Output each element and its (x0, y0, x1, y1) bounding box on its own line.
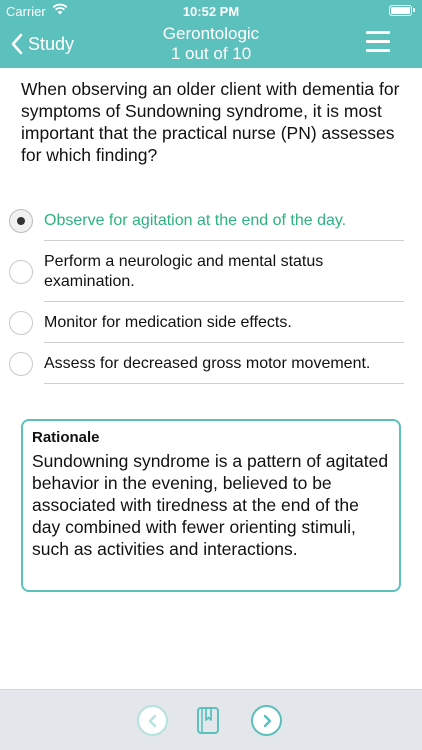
status-bar (0, 0, 422, 22)
answer-option-label: Monitor for medication side effects. (44, 302, 404, 343)
bookmark-book-icon[interactable] (195, 706, 221, 736)
rationale-title: Rationale (32, 429, 100, 446)
back-label: Study (28, 33, 75, 54)
back-button[interactable] (10, 30, 74, 58)
menu-button[interactable] (366, 31, 390, 53)
category-title: Gerontologic (162, 24, 260, 43)
answer-option-2[interactable] (0, 241, 422, 302)
answer-options (0, 200, 422, 384)
radio-button[interactable] (9, 311, 33, 335)
carrier-label: Carrier (6, 4, 46, 19)
radio-button-selected[interactable] (9, 209, 33, 233)
rationale-text: Sundowning syndrome is a pattern of agitated behavior in the evening, believed to be associated with tiredness at the end of the day combined with fewer orienting stimuli, such as activities and interactions. (32, 451, 389, 559)
bottom-toolbar (0, 689, 422, 750)
answer-option-label: Perform a neurologic and mental status examination. (44, 241, 404, 302)
answer-option-label: Assess for decreased gross motor movement. (44, 343, 404, 384)
chevron-left-icon (147, 714, 159, 728)
chevron-left-icon (10, 33, 24, 55)
chevron-right-icon (261, 714, 273, 728)
navigation-bar (0, 0, 422, 68)
answer-option-3[interactable] (0, 302, 422, 343)
rationale-box (21, 419, 401, 592)
previous-question-button[interactable] (137, 705, 168, 736)
radio-button[interactable] (9, 260, 33, 284)
page-title (110, 24, 312, 64)
answer-option-4[interactable] (0, 343, 422, 384)
radio-button[interactable] (9, 352, 33, 376)
hamburger-menu-icon (366, 31, 390, 34)
answer-option-label: Observe for agitation at the end of the day. (44, 200, 404, 241)
answer-option-1[interactable] (0, 200, 422, 241)
question-counter: 1 out of 10 (170, 44, 252, 63)
question-text: When observing an older client with dementia for symptoms of Sundowning syndrome, it is most important that the practical nurse (PN) assesses for which finding? (21, 79, 400, 165)
clock: 10:52 PM (182, 4, 240, 19)
next-question-button[interactable] (251, 705, 282, 736)
battery-icon (389, 5, 412, 16)
